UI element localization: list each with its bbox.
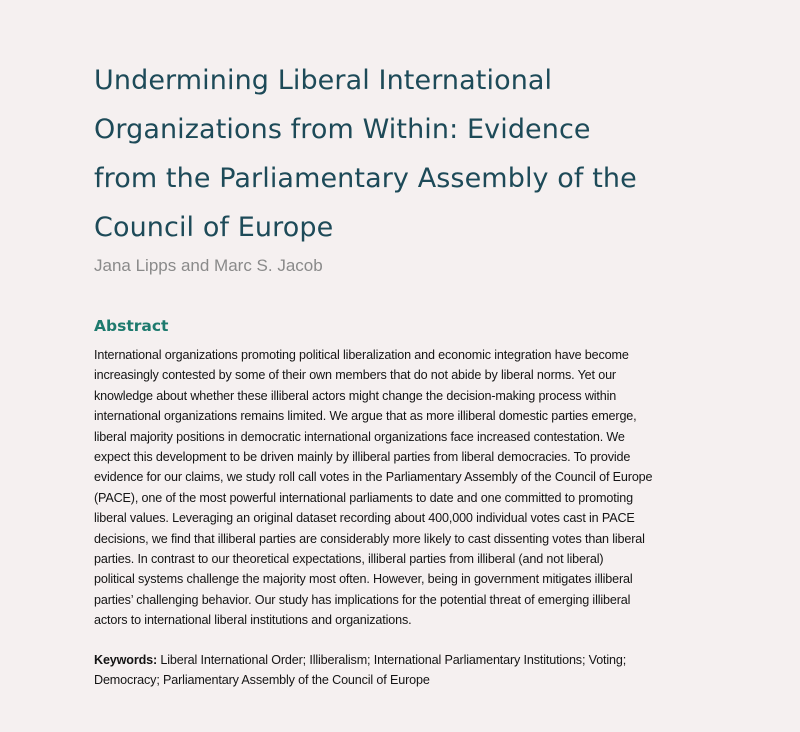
abstract-line: expect this development to be driven mainly by illiberal parties from liberal democracies. To provide: [94, 450, 631, 465]
abstract-line: international organizations remains limited. We argue that as more illiberal domestic parties emerge,: [94, 409, 637, 424]
abstract-body: [94, 345, 734, 631]
abstract-line: political systems challenge the majority most often. However, being in government mitigates illiberal: [94, 572, 633, 587]
abstract-heading: Abstract: [94, 317, 169, 335]
abstract-line: liberal majority positions in democratic international organizations face increased contestation. We: [94, 429, 625, 444]
abstract-line: parties’ challenging behavior. Our study has implications for the potential threat of emerging illiberal: [94, 592, 631, 607]
keywords-line: [94, 650, 734, 670]
paper-authors: Jana Lipps and Marc S. Jacob: [94, 256, 323, 275]
keywords: [94, 650, 734, 691]
keywords-line: Democracy; Parliamentary Assembly of the Council of Europe: [94, 673, 430, 688]
abstract-line: (PACE), one of the most powerful international parliaments to date and one committed to promoting: [94, 490, 633, 505]
abstract-line: decisions, we find that illiberal parties are considerably more likely to cast dissenting votes than liberal: [94, 531, 645, 546]
keywords-label: Keywords:: [94, 653, 158, 667]
title-line: from the Parliamentary Assembly of the: [94, 163, 637, 194]
paper-title: [94, 56, 734, 252]
abstract-line: actors to international liberal institutions and organizations.: [94, 613, 412, 628]
title-line: Undermining Liberal International: [94, 65, 553, 96]
abstract-line: liberal values. Leveraging an original dataset recording about 400,000 individual votes cast in PACE: [94, 511, 635, 526]
abstract-line: International organizations promoting political liberalization and economic integration have become: [94, 348, 629, 362]
abstract-line: evidence for our claims, we study roll call votes in the Parliamentary Assembly of the Council of Europe: [94, 470, 653, 485]
abstract-line: parties. In contrast to our theoretical expectations, illiberal parties from illiberal (and not liberal): [94, 552, 604, 567]
title-line: Council of Europe: [94, 212, 334, 243]
abstract-line: knowledge about whether these illiberal actors might change the decision-making process within: [94, 388, 617, 403]
abstract-line: increasingly contested by some of their own members that do not abide by liberal norms. Yet our: [94, 368, 616, 383]
keywords-text: Liberal International Order; Illiberalism; International Parliamentary Institutions; Voting;: [157, 653, 627, 667]
title-line: Organizations from Within: Evidence: [94, 114, 591, 145]
